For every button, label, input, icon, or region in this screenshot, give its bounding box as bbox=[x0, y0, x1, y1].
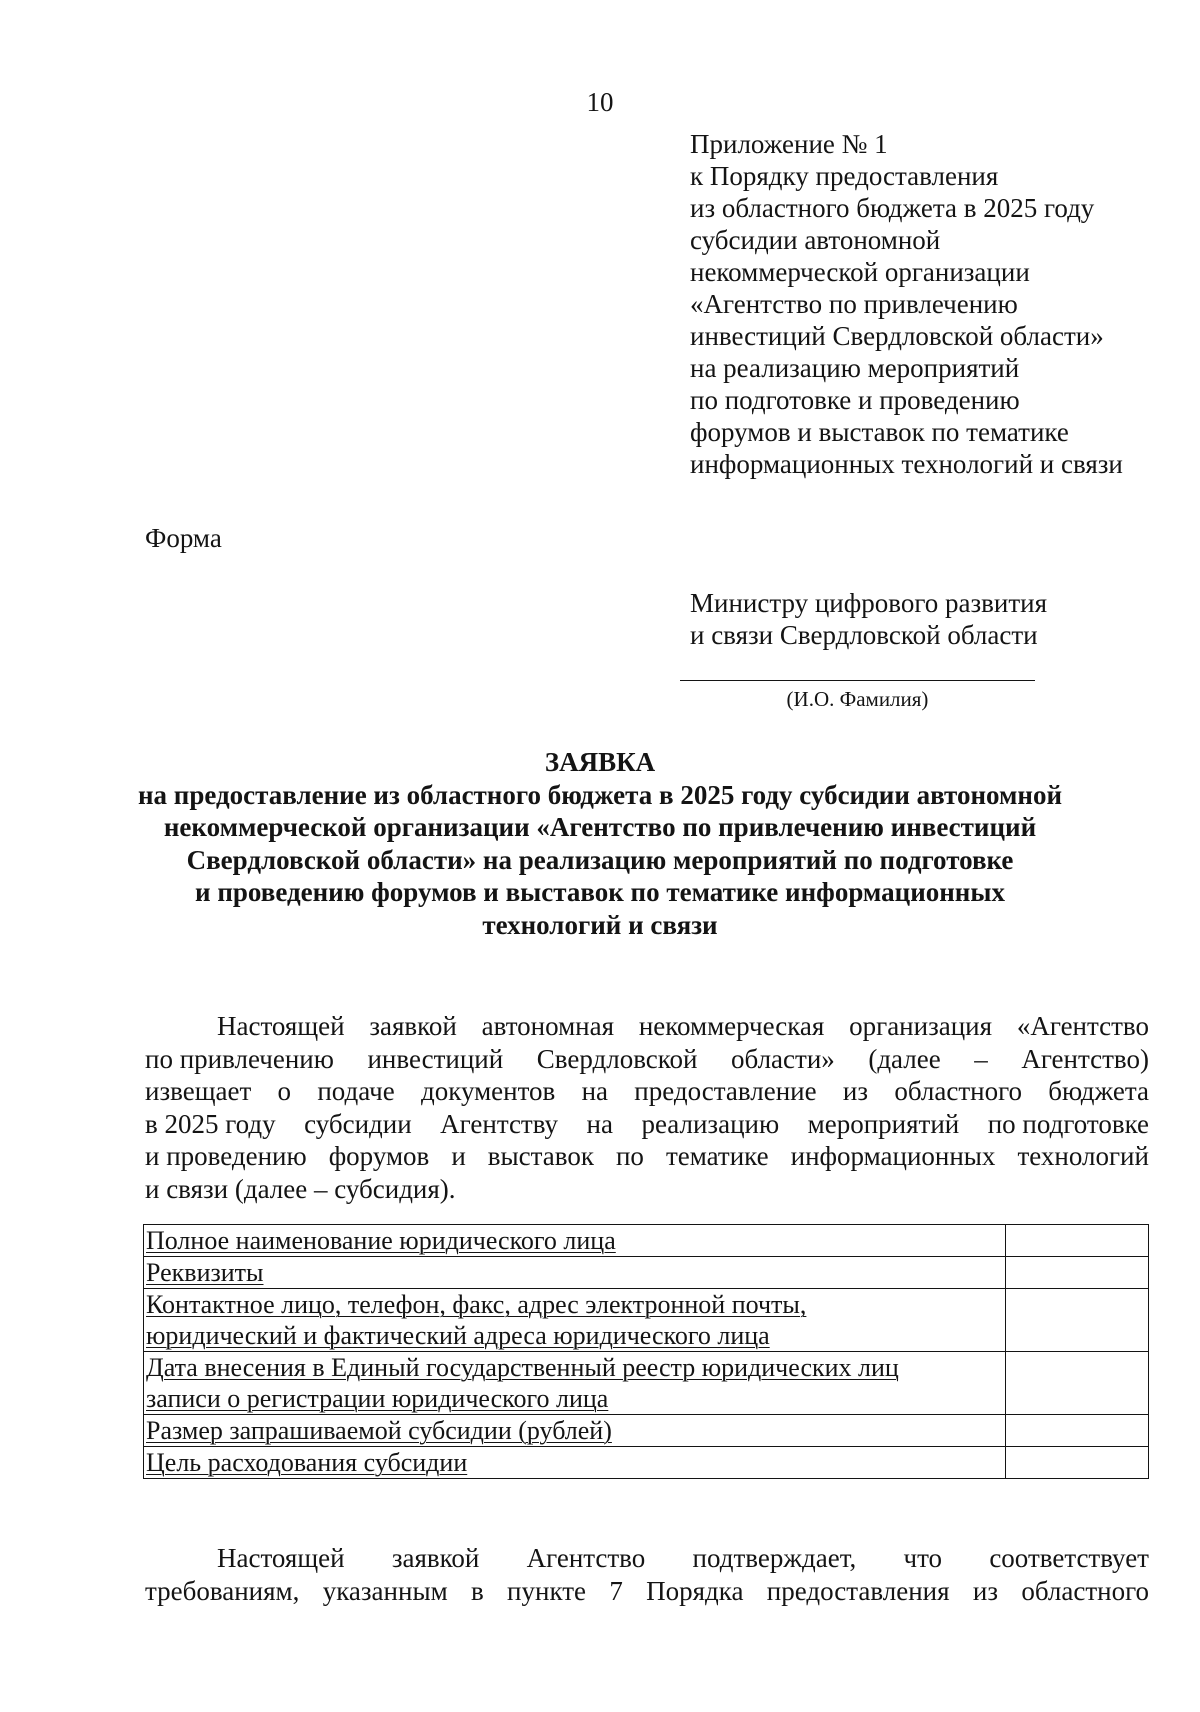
paragraph-word: тематике bbox=[665, 1141, 769, 1171]
paragraph-word: форумов bbox=[328, 1141, 430, 1171]
appendix-line: из областного бюджета в 2025 году bbox=[690, 193, 1095, 223]
paragraph-word: предоставление bbox=[634, 1076, 817, 1106]
paragraph-word: заявкой bbox=[391, 1543, 480, 1573]
paragraph-word: области» bbox=[731, 1043, 835, 1074]
label-line: Цель расходования субсидии bbox=[146, 1448, 468, 1477]
paragraph-word: в bbox=[470, 1575, 484, 1606]
paragraph-word: (далее bbox=[868, 1043, 941, 1074]
paragraph-word: областного bbox=[894, 1076, 1022, 1106]
paragraph-word: технологий bbox=[1017, 1141, 1149, 1171]
paragraph-line bbox=[145, 1043, 1149, 1076]
confirmation-paragraph bbox=[145, 1542, 1149, 1607]
paragraph-word: по bbox=[615, 1141, 644, 1171]
paragraph-word: – bbox=[974, 1043, 988, 1074]
paragraph-line bbox=[145, 1140, 1149, 1173]
table-row-value[interactable] bbox=[1005, 1225, 1148, 1257]
table-row-label bbox=[144, 1289, 1006, 1352]
paragraph-word: указанным bbox=[322, 1575, 448, 1606]
paragraph-word: Свердловской bbox=[536, 1043, 698, 1074]
paragraph-word: заявкой bbox=[369, 1011, 457, 1041]
label-line: Размер запрашиваемой субсидии (рублей) bbox=[146, 1416, 612, 1445]
paragraph-word: «Агентство bbox=[1016, 1011, 1149, 1041]
paragraph-word: некоммерческая bbox=[638, 1011, 825, 1041]
label-line: Контактное лицо, телефон, факс, адрес электронной почты, bbox=[146, 1290, 807, 1319]
paragraph-word: автономная bbox=[481, 1011, 615, 1041]
table-row-label bbox=[144, 1415, 1006, 1447]
label-line: Реквизиты bbox=[146, 1258, 264, 1287]
label-line: юридический и фактический адреса юридического лица bbox=[146, 1321, 770, 1350]
table-row-value[interactable] bbox=[1005, 1257, 1148, 1289]
table-row bbox=[144, 1289, 1149, 1352]
appendix-line: Приложение № 1 bbox=[690, 129, 888, 159]
appendix-line: на реализацию мероприятий bbox=[690, 353, 1020, 383]
paragraph-word: на bbox=[581, 1076, 609, 1106]
paragraph-word: о bbox=[277, 1076, 292, 1106]
paragraph-word: организация bbox=[849, 1011, 993, 1041]
addressee-line: и связи Свердловской области bbox=[690, 620, 1038, 650]
label-line: Полное наименование юридического лица bbox=[146, 1226, 616, 1255]
paragraph-line bbox=[145, 1575, 1149, 1608]
appendix-line: некоммерческой организации bbox=[690, 257, 1030, 287]
table-row bbox=[144, 1447, 1149, 1479]
appendix-line: «Агентство по привлечению bbox=[690, 289, 1018, 319]
paragraph-word: по подготовке bbox=[987, 1108, 1149, 1139]
appendix-line: субсидии автономной bbox=[690, 225, 941, 255]
paragraph-word: Настоящей bbox=[217, 1543, 345, 1573]
table-row bbox=[144, 1225, 1149, 1257]
paragraph-word: областного bbox=[1021, 1575, 1149, 1606]
paragraph-word: и проведению bbox=[145, 1141, 307, 1171]
application-title bbox=[130, 746, 1070, 941]
paragraph-word: реализацию bbox=[641, 1108, 780, 1139]
paragraph-word: Агентство) bbox=[1021, 1043, 1149, 1074]
table-row-label bbox=[144, 1352, 1006, 1415]
title-line: на предоставление из областного бюджета в 2025 году субсидии автономной bbox=[137, 779, 1062, 810]
paragraph-word: по привлечению bbox=[145, 1043, 334, 1074]
appendix-line: инвестиций Свердловской области» bbox=[690, 321, 1104, 351]
table-row-label bbox=[144, 1257, 1006, 1289]
paragraph-line bbox=[145, 1075, 1149, 1108]
paragraph-word: Настоящей bbox=[217, 1011, 345, 1041]
paragraph-word: Агентство bbox=[526, 1543, 646, 1573]
title-line: технологий и связи bbox=[482, 909, 718, 940]
paragraph-word: соответствует bbox=[989, 1543, 1149, 1573]
form-label: Форма bbox=[145, 523, 222, 553]
paragraph-word: документов bbox=[420, 1076, 556, 1106]
paragraph-word: что bbox=[903, 1543, 943, 1573]
appendix-reference bbox=[690, 128, 1190, 480]
appendix-line: форумов и выставок по тематике bbox=[690, 417, 1069, 447]
appendix-line: информационных технологий и связи bbox=[690, 449, 1123, 479]
title-heading: ЗАЯВКА bbox=[544, 747, 656, 777]
title-line: некоммерческой организации «Агентство по привлечению инвестиций bbox=[163, 812, 1037, 842]
table-row-value[interactable] bbox=[1005, 1352, 1148, 1415]
paragraph-word: на bbox=[586, 1108, 613, 1139]
intro-paragraph bbox=[145, 1010, 1149, 1205]
paragraph-line bbox=[145, 1010, 1149, 1043]
paragraph-word: из bbox=[842, 1076, 869, 1106]
paragraph-word: 7 bbox=[609, 1575, 623, 1606]
paragraph-word: Порядка bbox=[646, 1575, 744, 1606]
label-line: записи о регистрации юридического лица bbox=[146, 1384, 609, 1413]
title-line: Свердловской области» на реализацию мероприятий по подготовке bbox=[186, 844, 1014, 875]
signature-line bbox=[680, 680, 1035, 681]
paragraph-line bbox=[145, 1108, 1149, 1141]
table-row-label bbox=[144, 1447, 1006, 1479]
paragraph-line bbox=[145, 1173, 1149, 1206]
paragraph-word: инвестиций bbox=[367, 1043, 504, 1074]
addressee-block bbox=[690, 587, 1047, 651]
table-row-value[interactable] bbox=[1005, 1289, 1148, 1352]
table-row-value[interactable] bbox=[1005, 1447, 1148, 1479]
paragraph-word: предоставления bbox=[766, 1575, 950, 1606]
paragraph-word: бюджета bbox=[1048, 1076, 1149, 1106]
table-row bbox=[144, 1257, 1149, 1289]
table-row bbox=[144, 1352, 1149, 1415]
page-number: 10 bbox=[586, 87, 614, 117]
table-row bbox=[144, 1415, 1149, 1447]
label-line: Дата внесения в Единый государственный реестр юридических лиц bbox=[146, 1353, 899, 1382]
table-row-value[interactable] bbox=[1005, 1415, 1148, 1447]
paragraph-line bbox=[145, 1542, 1149, 1575]
paragraph-word: подаче bbox=[317, 1076, 395, 1106]
paragraph-word: и связи (далее – субсидия). bbox=[145, 1173, 456, 1204]
paragraph-word: извещает bbox=[145, 1076, 252, 1106]
appendix-line: по подготовке и проведению bbox=[690, 385, 1020, 415]
paragraph-word: пункте bbox=[507, 1575, 586, 1606]
paragraph-word: и bbox=[451, 1141, 466, 1171]
paragraph-word: подтверждает, bbox=[692, 1543, 857, 1573]
paragraph-word: требованиям, bbox=[145, 1575, 300, 1606]
paragraph-word: информационных bbox=[790, 1141, 996, 1171]
table-row-label bbox=[144, 1225, 1006, 1257]
paragraph-word: Агентству bbox=[440, 1108, 559, 1139]
paragraph-word: из bbox=[972, 1575, 998, 1606]
paragraph-word: мероприятий bbox=[807, 1108, 960, 1139]
applicant-info-table bbox=[143, 1224, 1149, 1479]
paragraph-word: субсидии bbox=[304, 1108, 412, 1139]
paragraph-word: выставок bbox=[487, 1141, 594, 1171]
signature-caption: (И.О. Фамилия) bbox=[786, 687, 929, 711]
addressee-line: Министру цифрового развития bbox=[690, 588, 1047, 618]
paragraph-word: в 2025 году bbox=[145, 1108, 276, 1139]
title-line: и проведению форумов и выставок по тематике информационных bbox=[195, 877, 1005, 907]
appendix-line: к Порядку предоставления bbox=[690, 161, 999, 191]
